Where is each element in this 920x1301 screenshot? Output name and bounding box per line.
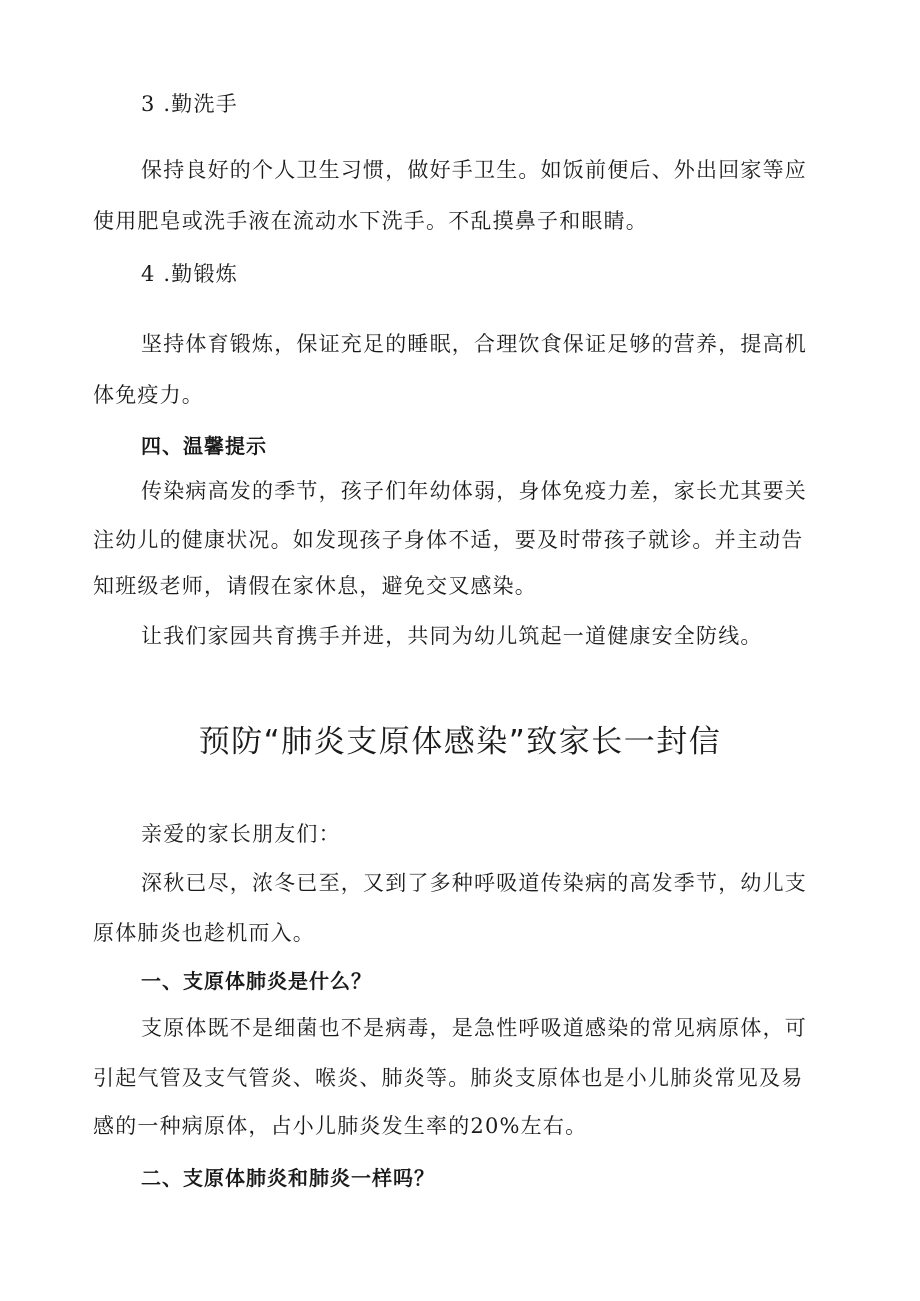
q1-paragraph-line-1: 支原体既不是细菌也不是病毒，是急性呼吸道感染的常见病原体，可 [141,1016,807,1040]
section-4-paragraph-line-2: 体免疫力。 [93,383,204,407]
tips-closing-line: 让我们家园共育携手并进，共同为幼儿筑起一道健康安全防线。 [141,624,763,648]
q1-paragraph-line-3: 感的一种病原体，占小儿肺炎发生率的20%左右。 [93,1114,588,1138]
section-3-paragraph-line-1: 保持良好的个人卫生习惯，做好手卫生。如饭前便后、外出回家等应 [141,158,807,182]
q1-heading: 一、支原体肺炎是什么？ [141,969,372,993]
letter-title: 预防“肺炎支原体感染”致家长一封信 [198,724,722,760]
section-3-heading: 3 .勤洗手 [141,92,238,116]
section-3-paragraph-line-2: 使用肥皂或洗手液在流动水下洗手。不乱摸鼻子和眼睛。 [93,209,648,233]
letter-salutation: 亲爱的家长朋友们： [141,822,341,846]
q1-paragraph-line-2: 引起气管及支气管炎、喉炎、肺炎等。肺炎支原体也是小儿肺炎常见及易 [93,1066,804,1090]
tips-paragraph-line-2: 注幼儿的健康状况。如发现孩子身体不适，要及时带孩子就诊。并主动告 [93,528,804,552]
letter-intro-line-2: 原体肺炎也趁机而入。 [93,921,315,945]
tips-paragraph-line-1: 传染病高发的季节，孩子们年幼体弱，身体免疫力差，家长尤其要关 [141,479,807,503]
section-4-paragraph-line-1: 坚持体育锻炼，保证充足的睡眠，合理饮食保证足够的营养，提高机 [141,332,807,356]
section-4-heading: 4 .勤锻炼 [141,262,238,286]
tips-paragraph-line-3: 知班级老师，请假在家休息，避免交叉感染。 [93,574,537,598]
tips-heading: 四、温馨提示 [141,434,267,458]
letter-intro-line-1: 深秋已尽，浓冬已至，又到了多种呼吸道传染病的高发季节，幼儿支 [141,871,807,895]
q2-heading: 二、支原体肺炎和肺炎一样吗？ [141,1166,435,1190]
